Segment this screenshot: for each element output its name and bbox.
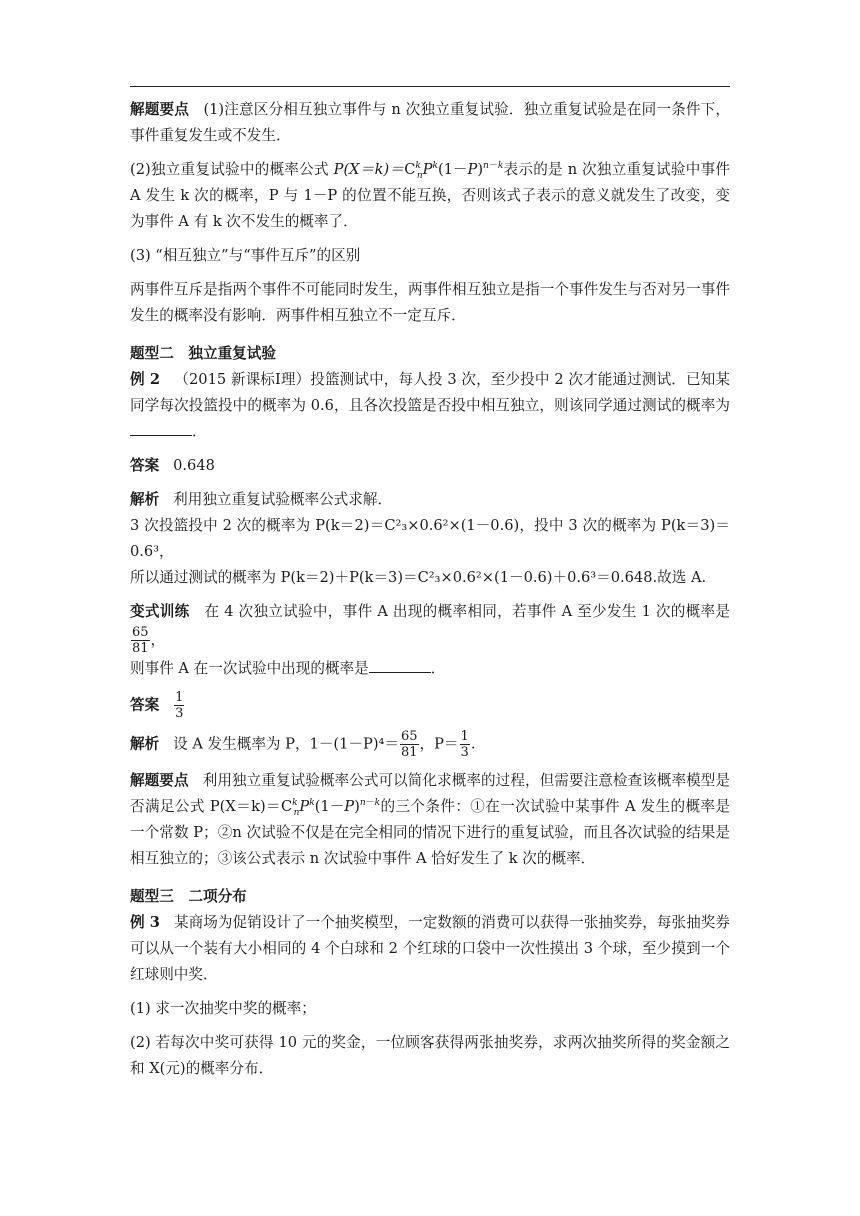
variant-line-2: 则事件 A 在一次试验中出现的概率是 ． xyxy=(130,660,446,677)
answer-blank xyxy=(130,421,192,436)
question-1: (1) 求一次抽奖中奖的概率； xyxy=(130,1000,316,1017)
example-2: 例 2 （2015 新课标Ⅰ理）投篮测试中，每人投 3 次，至少投中 2 次才能通过测试．已知某同学每次投篮投中的概率为 0.6，且各次投篮是否投中相互独立，则该同学通过测试的概率为． xyxy=(130,371,730,440)
section-heading-2: 题型二 独立重复试验 xyxy=(130,345,276,362)
binomial-term: $C^k_nP^k(1-P)^{n-k}$ xyxy=(280,798,381,818)
header-rule xyxy=(130,86,730,87)
tip-label: 解题要点 xyxy=(130,101,190,118)
tip-paragraph-2: (2)独立重复试验中的概率公式 $P(X=k)=C^k_nP^k(1-P)^{n-k}$表示的是 n 次独立重复试验中事件 A 发生 k 次的概率，P 与 1－P 的位置不能互换，否则该式子表示的意义就发生了改变，变为事件 A 有 k 次不发生的概率了． xyxy=(130,161,730,230)
answer-blank xyxy=(369,658,431,673)
solution-variant: 解析 设 A 发生概率为 P，1－(1－P)⁴＝ $\frac{65}{81}$ ，P＝ $\frac{1}{3}$ . xyxy=(130,729,476,760)
formula: P(X＝k)＝ xyxy=(333,161,405,178)
answer-2: 答案 0.648 xyxy=(130,457,215,474)
fraction-65-81: $\frac{65}{81}$ xyxy=(132,625,149,656)
example-label: 例 2 xyxy=(130,371,161,388)
tip-paragraph-1 xyxy=(130,97,730,149)
answer-value: 0.648 xyxy=(173,457,215,474)
answer-variant: 答案 $\frac{1}{3}$ xyxy=(130,690,184,721)
solution-2: 解析 利用独立重复试验概率公式求解． xyxy=(130,491,393,508)
solution-2-line-2: 3 次投篮投中 2 次的概率为 P(k＝2)＝C²₃×0.6²×(1－0.6)，投中 3 次的概率为 P(k＝3)＝0.6³， xyxy=(130,517,730,560)
content xyxy=(130,97,730,1082)
question-2: (2) 若每次中奖可获得 10 元的奖金，一位顾客获得两张抽奖券，求两次抽奖所得的奖金额之和 X(元)的概率分布． xyxy=(130,1034,730,1077)
solution-2-line-3: 所以通过测试的概率为 P(k＝2)＋P(k＝3)＝C²₃×0.6²×(1－0.6)＋0.6³＝0.648.故选 A. xyxy=(130,569,707,586)
section-heading-3: 题型三 二项分布 xyxy=(130,888,247,905)
binomial-term: $C^k_nP^k(1-P)^{n-k}$ xyxy=(404,161,504,181)
fraction-1-3: $\frac{1}{3}$ xyxy=(175,690,184,721)
tip-text: (1)注意区分相互独立事件与 n 次独立重复试验．独立重复试验是在同一条件下，事件重复发生或不发生． xyxy=(130,101,730,144)
fraction-65-81: $\frac{65}{81}$ xyxy=(400,729,418,760)
variant-exercise: 变式训练 在 4 次独立试验中，事件 A 出现的概率相同，若事件 A 至少发生 1 次的概率是 $\frac{65}{81}$ ， xyxy=(130,603,730,656)
fraction-1-3: $\frac{1}{3}$ xyxy=(460,729,469,760)
example-3: 例 3 某商场为促销设计了一个抽奖模型，一定数额的消费可以获得一张抽奖券，每张抽奖券可以从一个装有大小相同的 4 个白球和 2 个红球的口袋中一次性摸出 3 个球，至少摸到一个红球则中奖． xyxy=(130,914,730,983)
tip-paragraph-5: 解题要点 利用独立重复试验概率公式可以简化求概率的过程，但需要注意检查该概率模型是否满足公式 $P(X=k)=C^k_nP^k(1-P)^{n-k}$的三个条件：①在一次试验中某事件 A 发生的概率是一个常数 P；②n 次试验不仅是在完全相同的情况下进行的重复试验，而且各次试验的结果是相互独立的；③该公式表示 n 次试验中事件 A 恰好发生了 k 次的概率． xyxy=(130,772,730,867)
tip-paragraph-3: (3) “相互独立”与“事件互斥”的区别 xyxy=(130,247,361,264)
variant-label: 变式训练 xyxy=(130,603,190,620)
tip-paragraph-4: 两事件互斥是指两个事件不可能同时发生，两事件相互独立是指一个事件发生与否对另一事件发生的概率没有影响．两事件相互独立不一定互斥． xyxy=(130,281,730,324)
